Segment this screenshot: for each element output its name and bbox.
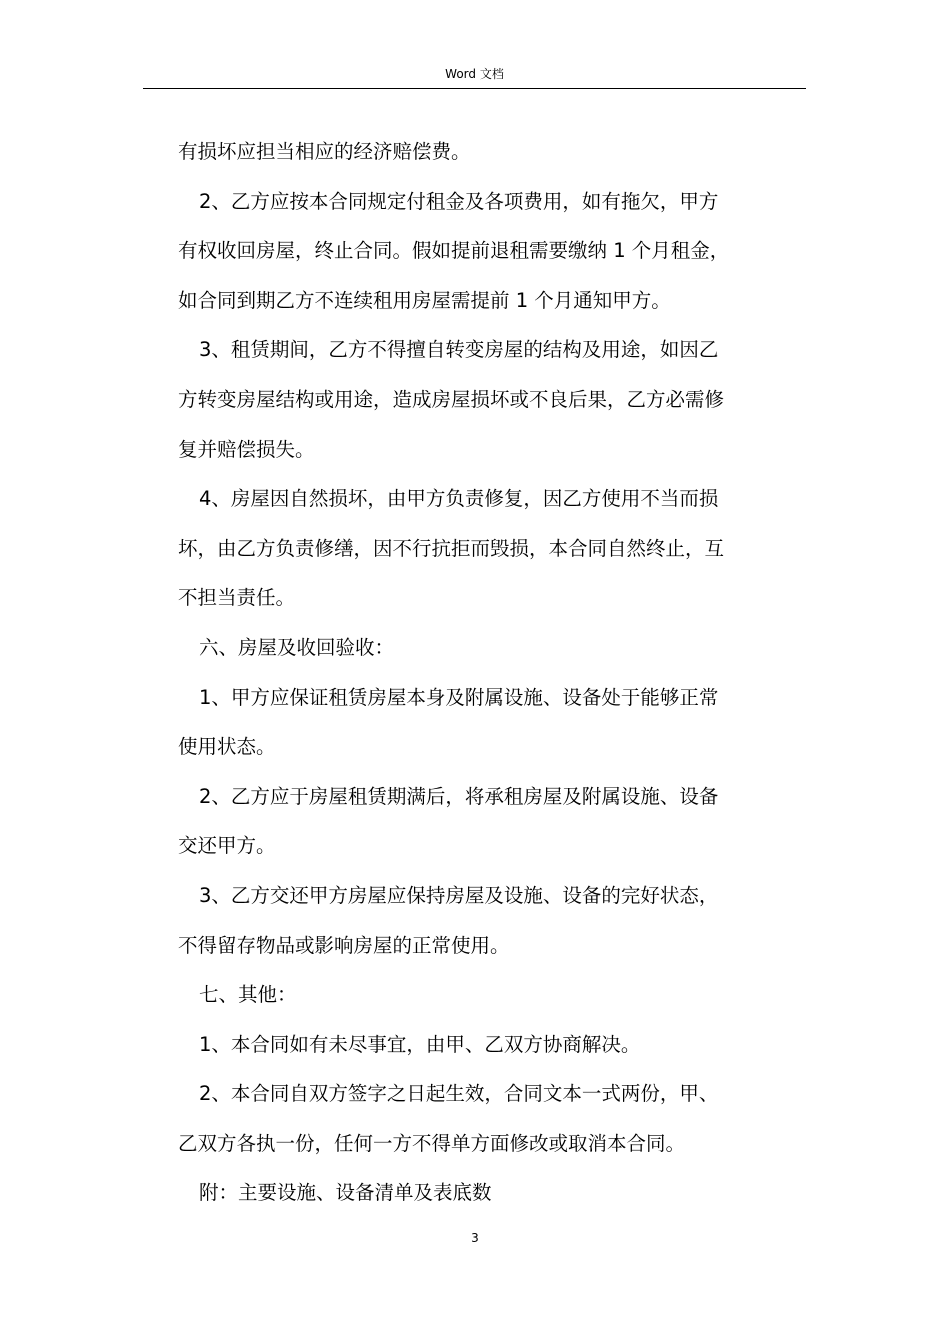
text-line: 2、乙方应于房屋租赁期满后，将承租房屋及附属设施、设备 <box>199 784 719 808</box>
text-line: 3、乙方交还甲方房屋应保持房屋及设施、设备的完好状态， <box>199 883 719 907</box>
text-line: 方转变房屋结构或用途，造成房屋损坏或不良后果，乙方必需修 <box>178 387 725 411</box>
text-line: 七、其他： <box>199 983 297 1007</box>
header-rule <box>143 88 806 89</box>
text-line: 1、本合同如有未尽事宜，由甲、乙双方协商解决。 <box>199 1032 641 1056</box>
text-line: 有损坏应担当相应的经济赔偿费。 <box>178 140 471 163</box>
text-line: 附：主要设施、设备清单及表底数 <box>199 1181 492 1205</box>
text-line: 不得留存物品或影响房屋的正常使用。 <box>178 933 510 957</box>
text-line: 2、乙方应按本合同规定付租金及各项费用，如有拖欠，甲方 <box>199 189 719 213</box>
text-line: 使用状态。 <box>178 735 276 759</box>
text-line: 六、房屋及收回验收： <box>199 635 395 659</box>
text-line: 坏，由乙方负责修缮，因不行抗拒而毁损，本合同自然终止，互 <box>178 536 725 560</box>
text-line: 2、本合同自双方签字之日起生效，合同文本一式两份，甲、 <box>199 1082 719 1106</box>
text-line: 复并赔偿损失。 <box>178 437 315 461</box>
page-header: Word 文档 <box>445 67 504 81</box>
text-line: 有权收回房屋，终止合同。假如提前退租需要缴纳 1 个月租金， <box>178 239 730 263</box>
document-body <box>178 127 798 1218</box>
text-line: 1、甲方应保证租赁房屋本身及附属设施、设备处于能够正常 <box>199 685 719 709</box>
text-line: 如合同到期乙方不连续租用房屋需提前 1 个月通知甲方。 <box>178 288 671 312</box>
text-line: 3、租赁期间，乙方不得擅自转变房屋的结构及用途，如因乙 <box>199 338 719 362</box>
text-line: 不担当责任。 <box>178 586 296 610</box>
page-number: 3 <box>471 1231 479 1245</box>
text-line: 乙双方各执一份，任何一方不得单方面修改或取消本合同。 <box>178 1131 686 1155</box>
text-line: 交还甲方。 <box>178 834 276 858</box>
text-line: 4、房屋因自然损坏，由甲方负责修复，因乙方使用不当而损 <box>199 487 719 511</box>
